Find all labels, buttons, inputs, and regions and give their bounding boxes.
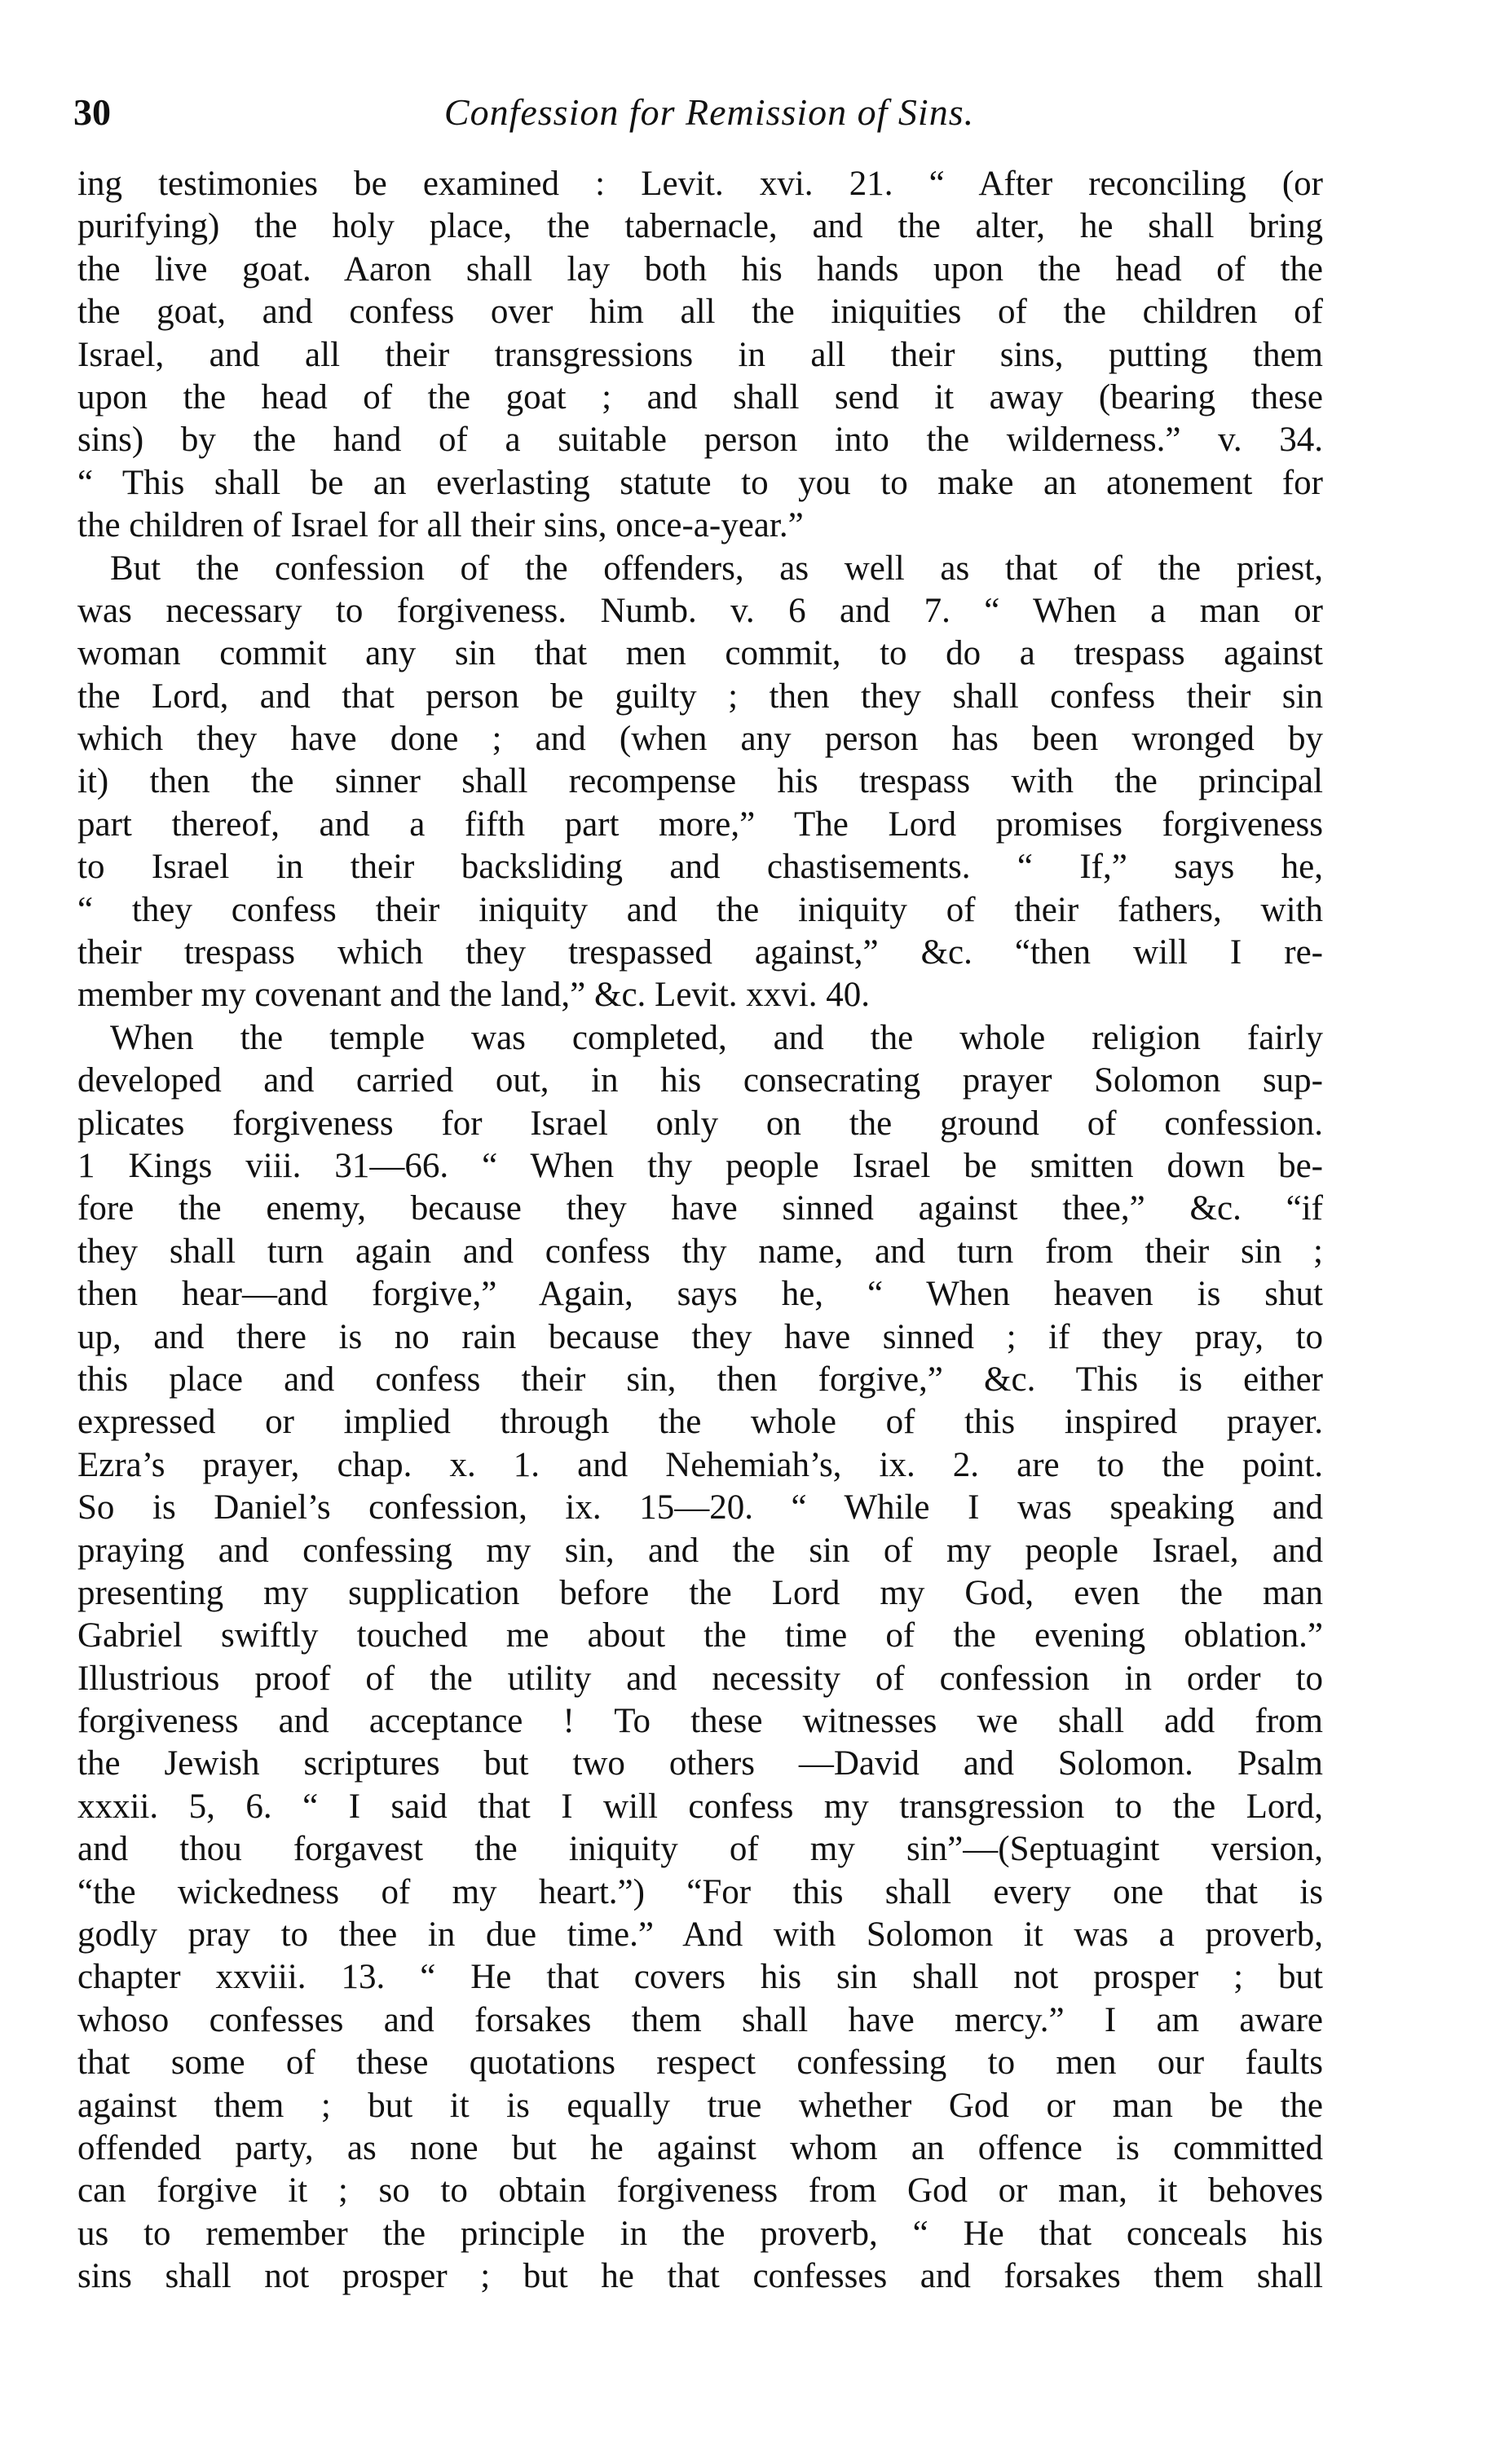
text-line: against them ; but it is equally true whether God or man be the bbox=[77, 2086, 1323, 2125]
body-text bbox=[77, 163, 1323, 2299]
text-line: the live goat. Aaron shall lay both his hands upon the head of the bbox=[77, 249, 1323, 289]
text-line: then hear—and forgive,” Again, says he, “ When heaven is shut bbox=[77, 1275, 1323, 1314]
text-line: member my covenant and the land,” &c. Levit. xxvi. 40. bbox=[77, 976, 870, 1015]
text-line: sins) by the hand of a suitable person into the wilderness.” v. 34. bbox=[77, 421, 1323, 460]
text-line: was necessary to forgiveness. Numb. v. 6 and 7. “ When a man or bbox=[77, 591, 1323, 630]
text-line: upon the head of the goat ; and shall send it away (bearing these bbox=[77, 377, 1323, 417]
text-line: Illustrious proof of the utility and necessity of confession in order to bbox=[77, 1659, 1323, 1698]
text-line: So is Daniel’s confession, ix. 15—20. “ While I was speaking and bbox=[77, 1488, 1323, 1527]
text-line: that some of these quotations respect confessing to men our faults bbox=[77, 2043, 1323, 2083]
text-line: the Jewish scriptures but two others —David and Solomon. Psalm bbox=[77, 1744, 1323, 1783]
text-line: purifying) the holy place, the tabernacle, and the alter, he shall bring bbox=[77, 207, 1323, 246]
text-line: When the temple was completed, and the whole religion fairly bbox=[110, 1018, 1323, 1057]
text-line: sins shall not prosper ; but he that confesses and forsakes them shall bbox=[77, 2257, 1323, 2296]
text-line: presenting my supplication before the Lord my God, even the man bbox=[77, 1573, 1323, 1612]
text-line: Israel, and all their transgressions in all their sins, putting them bbox=[77, 335, 1323, 374]
text-line: forgiveness and acceptance ! To these witnesses we shall add from bbox=[77, 1702, 1323, 1741]
text-line: “ This shall be an everlasting statute to you to make an atonement for bbox=[77, 463, 1323, 502]
text-line: which they have done ; and (when any person has been wronged by bbox=[77, 720, 1323, 759]
text-line: they shall turn again and confess thy name, and turn from their sin ; bbox=[77, 1232, 1323, 1271]
text-line: it) then the sinner shall recompense his trespass with the principal bbox=[77, 762, 1323, 801]
text-line: But the confession of the offenders, as well as that of the priest, bbox=[110, 549, 1323, 588]
text-line: developed and carried out, in his consecrating prayer Solomon sup- bbox=[77, 1061, 1323, 1100]
text-line: can forgive it ; so to obtain forgiveness from God or man, it behoves bbox=[77, 2171, 1323, 2211]
text-line: whoso confesses and forsakes them shall have mercy.” I am aware bbox=[77, 2000, 1323, 2039]
text-line: godly pray to thee in due time.” And with Solomon it was a proverb, bbox=[77, 1915, 1323, 1955]
text-line: woman commit any sin that men commit, to do a trespass against bbox=[77, 634, 1323, 673]
text-line: up, and there is no rain because they have sinned ; if they pray, to bbox=[77, 1317, 1323, 1356]
text-line: Gabriel swiftly touched me about the time of the evening oblation.” bbox=[77, 1616, 1323, 1655]
text-line: ing testimonies be examined : Levit. xvi. 21. “ After reconciling (or bbox=[77, 165, 1323, 203]
text-line: the children of Israel for all their sins, once-a-year.” bbox=[77, 506, 804, 545]
text-line: chapter xxviii. 13. “ He that covers his sin shall not prosper ; but bbox=[77, 1958, 1323, 1997]
text-line: fore the enemy, because they have sinned against thee,” &c. “if bbox=[77, 1189, 1323, 1228]
text-line: the goat, and confess over him all the iniquities of the children of bbox=[77, 293, 1323, 332]
text-line: us to remember the principle in the proverb, “ He that conceals his bbox=[77, 2214, 1323, 2253]
text-line: plicates forgiveness for Israel only on the ground of confession. bbox=[77, 1104, 1323, 1143]
page-number: 30 bbox=[73, 91, 111, 133]
text-line: expressed or implied through the whole of this inspired prayer. bbox=[77, 1403, 1323, 1442]
text-line: 1 Kings viii. 31—66. “ When thy people Israel be smitten down be- bbox=[77, 1146, 1323, 1185]
text-line: their trespass which they trespassed against,” &c. “then will I re- bbox=[77, 933, 1323, 972]
text-line: and thou forgavest the iniquity of my sin”—(Septuagint version, bbox=[77, 1830, 1323, 1869]
text-line: part thereof, and a fifth part more,” The Lord promises forgiveness bbox=[77, 804, 1323, 844]
running-head: Confession for Remission of Sins. bbox=[443, 91, 975, 133]
text-line: xxxii. 5, 6. “ I said that I will confess my transgression to the Lord, bbox=[77, 1787, 1323, 1826]
text-line: “ they confess their iniquity and the iniquity of their fathers, with bbox=[77, 890, 1323, 929]
page-header bbox=[73, 88, 1345, 137]
text-line: praying and confessing my sin, and the sin of my people Israel, and bbox=[77, 1531, 1323, 1570]
text-line: to Israel in their backsliding and chastisements. “ If,” says he, bbox=[77, 848, 1323, 887]
text-line: offended party, as none but he against whom an offence is committed bbox=[77, 2128, 1323, 2167]
text-line: “the wickedness of my heart.”) “For this shall every one that is bbox=[77, 1872, 1323, 1911]
text-line: the Lord, and that person be guilty ; then they shall confess their sin bbox=[77, 677, 1323, 716]
text-line: Ezra’s prayer, chap. x. 1. and Nehemiah’s, ix. 2. are to the point. bbox=[77, 1445, 1323, 1484]
text-line: this place and confess their sin, then forgive,” &c. This is either bbox=[77, 1360, 1323, 1399]
